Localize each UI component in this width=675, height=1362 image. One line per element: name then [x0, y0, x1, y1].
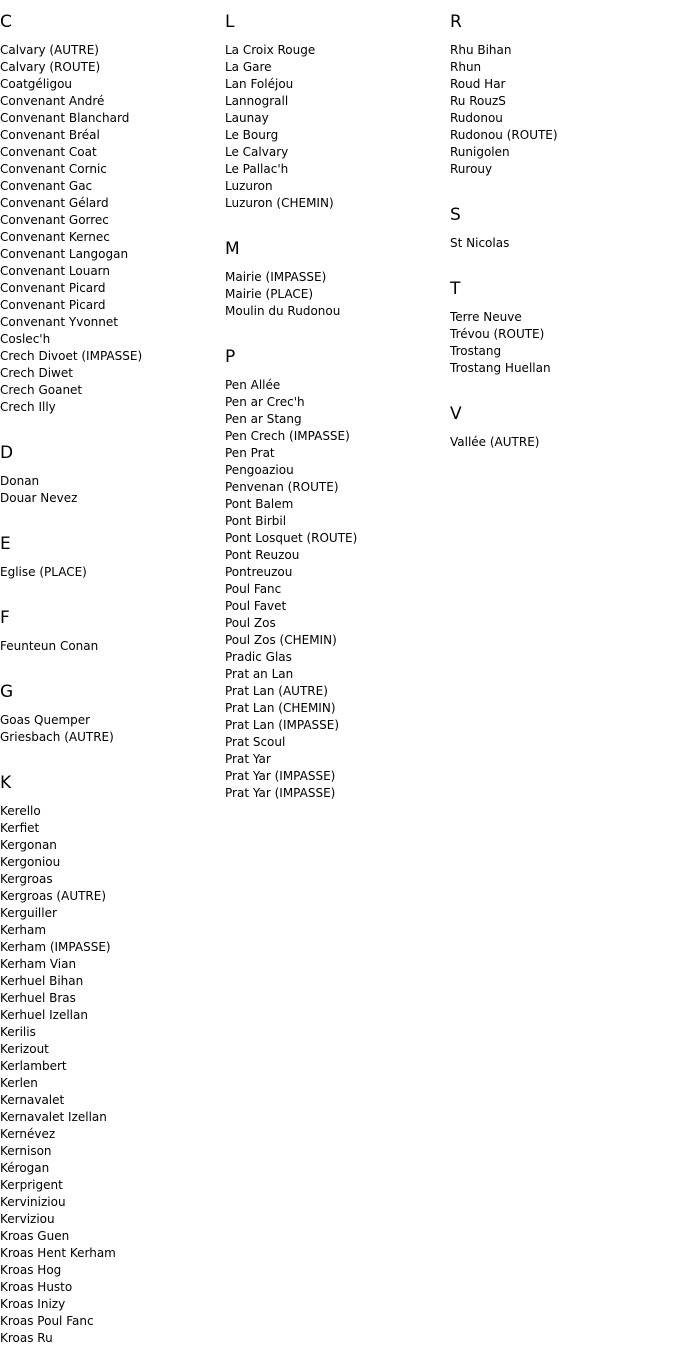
street-link[interactable]: Pont Losquet (ROUTE)	[225, 531, 358, 545]
street-link[interactable]: Le Pallac'h	[225, 162, 289, 176]
street-link[interactable]: Runigolen	[450, 145, 510, 159]
street-link[interactable]: Convenant Gorrec	[0, 213, 109, 227]
street-link[interactable]: Feunteun Conan	[0, 639, 99, 653]
street-link[interactable]: Poul Favet	[225, 599, 287, 613]
street-link[interactable]: Pont Balem	[225, 497, 294, 511]
letter-heading: K	[0, 773, 12, 793]
street-link[interactable]: Pont Reuzou	[225, 548, 300, 562]
street-link[interactable]: Convenant Bréal	[0, 128, 100, 142]
street-link[interactable]: Kerviziou	[0, 1212, 55, 1226]
street-list	[450, 434, 675, 451]
street-link[interactable]: Convenant Louarn	[0, 264, 110, 278]
street-link[interactable]: Convenant André	[0, 94, 105, 108]
street-link[interactable]: Lan Foléjou	[225, 77, 294, 91]
street-link[interactable]: Le Bourg	[225, 128, 279, 142]
letter-heading: T	[450, 279, 461, 299]
street-link[interactable]: Kroas Guen	[0, 1229, 70, 1243]
street-link[interactable]: Griesbach (AUTRE)	[0, 730, 114, 744]
street-link[interactable]: La Gare	[225, 60, 272, 74]
street-link[interactable]: Trostang	[450, 344, 502, 358]
street-link[interactable]: St Nicolas	[450, 236, 510, 250]
letter-heading: M	[225, 239, 240, 259]
street-link[interactable]: Trostang Huellan	[450, 361, 551, 375]
street-list	[0, 564, 225, 581]
letter-section-m	[225, 227, 450, 320]
street-link[interactable]: Luzuron (CHEMIN)	[225, 196, 334, 210]
street-list	[225, 42, 450, 212]
letter-section-c	[0, 0, 225, 416]
street-link[interactable]: Prat Lan (CHEMIN)	[225, 701, 336, 715]
street-link[interactable]: Kroas Husto	[0, 1280, 73, 1294]
street-link[interactable]: Kroas Hog	[0, 1263, 62, 1277]
street-link[interactable]: Rhu Bihan	[450, 43, 512, 57]
street-link[interactable]: Kernavalet Izellan	[0, 1110, 107, 1124]
street-link[interactable]: Kerham Vian	[0, 957, 77, 971]
street-link[interactable]: Poul Fanc	[225, 582, 282, 596]
letter-section-s	[450, 193, 675, 252]
street-link[interactable]: Mairie (PLACE)	[225, 287, 314, 301]
street-link[interactable]: Convenant Langogan	[0, 247, 129, 261]
street-link[interactable]: Convenant Gélard	[0, 196, 109, 210]
street-link[interactable]: Pen ar Stang	[225, 412, 302, 426]
street-list	[225, 269, 450, 320]
index-column-1	[0, 0, 225, 1362]
street-link[interactable]: Rurouy	[450, 162, 493, 176]
street-link[interactable]: Penvenan (ROUTE)	[225, 480, 339, 494]
street-link[interactable]: Convenant Kernec	[0, 230, 110, 244]
street-link[interactable]: Prat Yar (IMPASSE)	[225, 786, 336, 800]
street-link[interactable]: Launay	[225, 111, 269, 125]
street-link[interactable]: Roud Har	[450, 77, 506, 91]
street-link[interactable]: Convenant Blanchard	[0, 111, 130, 125]
street-link[interactable]: Kergoniou	[0, 855, 61, 869]
street-list	[0, 473, 225, 507]
letter-heading: G	[0, 682, 14, 702]
street-link[interactable]: Douar Nevez	[0, 491, 78, 505]
street-link[interactable]: Pen Allée	[225, 378, 281, 392]
street-link[interactable]: Kroas Ru	[0, 1331, 53, 1345]
street-list	[225, 377, 450, 802]
street-link[interactable]: Convenant Gac	[0, 179, 93, 193]
street-link[interactable]: Poul Zos	[225, 616, 276, 630]
street-link[interactable]: Kroas Poul Fanc	[0, 1314, 94, 1328]
street-list	[0, 803, 225, 1347]
street-link[interactable]: Kerlen	[0, 1076, 38, 1090]
street-link[interactable]: Prat Lan (IMPASSE)	[225, 718, 340, 732]
street-link[interactable]: Rudonou (ROUTE)	[450, 128, 558, 142]
street-list	[0, 42, 225, 416]
letter-section-v	[450, 392, 675, 451]
street-link[interactable]: Donan	[0, 474, 40, 488]
letter-section-p	[225, 335, 450, 802]
street-link[interactable]: Terre Neuve	[450, 310, 522, 324]
letter-section-k	[0, 761, 225, 1347]
street-link[interactable]: Prat Lan (AUTRE)	[225, 684, 328, 698]
street-list	[0, 638, 225, 655]
street-link[interactable]: Pen Prat	[225, 446, 275, 460]
street-list	[450, 42, 675, 178]
letter-section-f	[0, 596, 225, 655]
street-link[interactable]: Convenant Picard	[0, 298, 106, 312]
street-link[interactable]: Pontreuzou	[225, 565, 293, 579]
street-link[interactable]: Kerhuel Bras	[0, 991, 76, 1005]
street-link[interactable]: Pradic Glas	[225, 650, 292, 664]
street-link[interactable]: Poul Zos (CHEMIN)	[225, 633, 337, 647]
street-link[interactable]: Kerham (IMPASSE)	[0, 940, 111, 954]
street-link[interactable]: Vallée (AUTRE)	[450, 435, 540, 449]
street-link[interactable]: Trévou (ROUTE)	[450, 327, 545, 341]
street-link[interactable]: Kernavalet	[0, 1093, 65, 1107]
letter-section-e	[0, 522, 225, 581]
letter-section-d	[0, 431, 225, 507]
street-link[interactable]: Kerguiller	[0, 906, 57, 920]
street-link[interactable]: Crech Illy	[0, 400, 56, 414]
letter-section-l	[225, 0, 450, 212]
street-link[interactable]: La Croix Rouge	[225, 43, 316, 57]
letter-heading: F	[0, 608, 10, 628]
street-link[interactable]: Kerizout	[0, 1042, 49, 1056]
street-list	[0, 712, 225, 746]
street-list	[450, 235, 675, 252]
street-link[interactable]: Prat Yar	[225, 752, 271, 766]
street-link[interactable]: Prat Yar (IMPASSE)	[225, 769, 336, 783]
street-link[interactable]: Pont Birbil	[225, 514, 287, 528]
street-link[interactable]: Kerhuel Bihan	[0, 974, 84, 988]
street-link[interactable]: Pen Crech (IMPASSE)	[225, 429, 350, 443]
letter-heading: L	[225, 12, 235, 32]
street-link[interactable]: Kerlambert	[0, 1059, 67, 1073]
letter-heading: S	[450, 205, 461, 225]
street-link[interactable]: Calvary (AUTRE)	[0, 43, 99, 57]
street-link[interactable]: Rhun	[450, 60, 482, 74]
street-link[interactable]: Kernévez	[0, 1127, 56, 1141]
street-link[interactable]: Le Calvary	[225, 145, 289, 159]
street-link[interactable]: Moulin du Rudonou	[225, 304, 341, 318]
street-link[interactable]: Coatgéligou	[0, 77, 73, 91]
street-link[interactable]: Kernison	[0, 1144, 52, 1158]
street-link[interactable]: Prat an Lan	[225, 667, 294, 681]
street-link[interactable]: Convenant Yvonnet	[0, 315, 118, 329]
street-link[interactable]: Kerhuel Izellan	[0, 1008, 88, 1022]
street-link[interactable]: Calvary (ROUTE)	[0, 60, 101, 74]
letter-section-t	[450, 267, 675, 377]
street-link[interactable]: Crech Diwet	[0, 366, 73, 380]
letter-section-g	[0, 670, 225, 746]
street-link[interactable]: Kroas Inizy	[0, 1297, 66, 1311]
street-link[interactable]: Kerilis	[0, 1025, 36, 1039]
street-link[interactable]: Kerviniziou	[0, 1195, 66, 1209]
index-column-2	[225, 0, 450, 817]
letter-section-r	[450, 0, 675, 178]
street-link[interactable]: Convenant Picard	[0, 281, 106, 295]
street-link[interactable]: Kergroas (AUTRE)	[0, 889, 107, 903]
street-link[interactable]: Convenant Cornic	[0, 162, 107, 176]
street-link[interactable]: Kroas Hent Kerham	[0, 1246, 116, 1260]
street-link[interactable]: Lannograll	[225, 94, 289, 108]
street-link[interactable]: Pen ar Crec'h	[225, 395, 305, 409]
street-link[interactable]: Mairie (IMPASSE)	[225, 270, 327, 284]
street-link[interactable]: Ru RouzS	[450, 94, 506, 108]
street-link[interactable]: Goas Quemper	[0, 713, 91, 727]
street-link[interactable]: Kerfiet	[0, 821, 40, 835]
letter-heading: D	[0, 443, 14, 463]
street-link[interactable]: Prat Scoul	[225, 735, 286, 749]
index-column-3	[450, 0, 675, 466]
letter-heading: E	[0, 534, 11, 554]
street-link[interactable]: Kérogan	[0, 1161, 50, 1175]
letter-heading: R	[450, 12, 462, 32]
letter-heading: P	[225, 347, 236, 367]
street-link[interactable]: Kerello	[0, 804, 41, 818]
street-link[interactable]: Crech Divoet (IMPASSE)	[0, 349, 143, 363]
street-link[interactable]: Crech Goanet	[0, 383, 83, 397]
street-link[interactable]: Kerprigent	[0, 1178, 63, 1192]
street-link[interactable]: Convenant Coat	[0, 145, 97, 159]
street-list	[450, 309, 675, 377]
street-link[interactable]: Rudonou	[450, 111, 503, 125]
letter-heading: C	[0, 12, 12, 32]
street-link[interactable]: Kergonan	[0, 838, 57, 852]
street-link[interactable]: Eglise (PLACE)	[0, 565, 87, 579]
street-link[interactable]: Kerham	[0, 923, 47, 937]
letter-heading: V	[450, 404, 462, 424]
street-link[interactable]: Coslec'h	[0, 332, 51, 346]
street-link[interactable]: Pengoaziou	[225, 463, 294, 477]
street-link[interactable]: Kergroas	[0, 872, 53, 886]
street-link[interactable]: Luzuron	[225, 179, 273, 193]
